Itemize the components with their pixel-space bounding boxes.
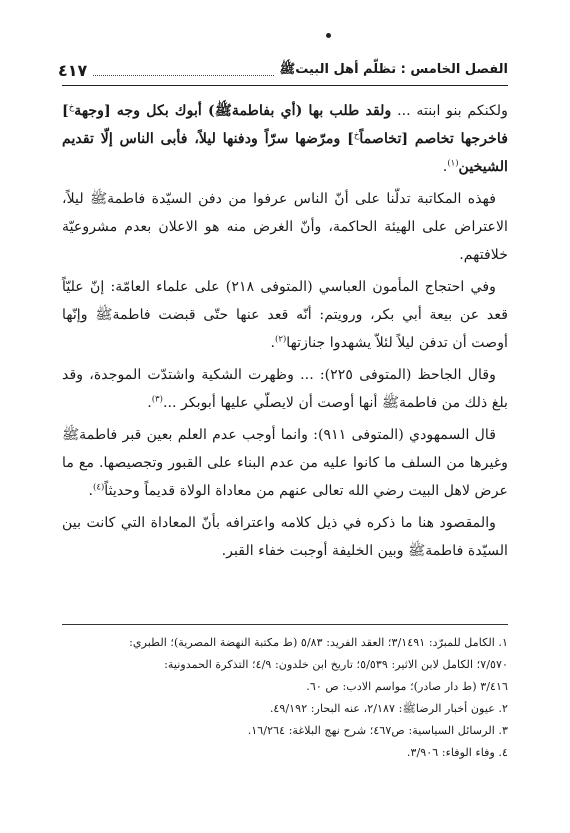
paragraph-4-text: وقال الجاحظ (المتوفى ٢٢٥): ... وظهرت الشكية واشتدّت الموجدة، وقد بلغ ذلك من فاطمةﷺ أنها أوصت أن لايصلّي عليها أبوبكر ... <box>62 367 508 411</box>
page-top-mark <box>326 33 331 38</box>
footnote-rule <box>62 624 508 625</box>
chapter-title: الفصل الخامس : تظلّم أهل البيتﷺ <box>279 62 508 77</box>
quote-bold-3: ] ومرّضها سرّاً ودفنها ليلاً، فأبى الناس إلّا تقديم الشيخين <box>62 131 508 175</box>
paragraph-2 <box>62 185 508 269</box>
paragraph-5-end: . <box>88 483 94 499</box>
running-header <box>58 58 508 80</box>
paragraph-quote <box>62 97 508 181</box>
paragraph-3-text: وفي احتجاج المأمون العباسي (المتوفى ٢١٨) على علماء العامّة: إنّ عليّاً قعد عن بيعة أبي بكر، ورويتم: أنّه قعد عنها حتّى قبضت فاطمةﷺ وإنّها أوصت أن تدفن ليلاً لئلاّ يشهدوا جنازتها <box>62 279 508 351</box>
quote-bold-1: ولقد طلب بها (أي بفاطمةﷺ) أبوك بكل وجه [وجهة <box>74 103 392 119</box>
body-text <box>62 97 508 569</box>
quote-lead: ولكنكم بنو ابنته ... <box>391 103 508 119</box>
paragraph-3 <box>62 273 508 357</box>
page-number: ٤١٧ <box>58 61 88 80</box>
footnote-ref-1[interactable]: (١) <box>447 158 459 169</box>
paragraph-5 <box>62 421 508 505</box>
footnotes <box>62 632 508 764</box>
paragraph-5-text: قال السمهودي (المتوفى ٩١١): وانما أوجب عدم العلم بعين قبر فاطمةﷺ وغيرها من السلف ما كانوا عليه من عدم البناء على القبور وتجصيصها. مع ما عرض لاهل البيت رضي الله تعالى عنهم من معاداة الولاة قديماً وحديثاً <box>62 427 508 499</box>
footnote-line: ٢. عيون أخبار الرضاﷺ: ٢/١٨٧، عنه البحار: ٤٩/١٩٢. <box>269 702 508 715</box>
footnote-ref-2[interactable]: (٢) <box>275 334 287 345</box>
paragraph-4-end: . <box>147 395 152 411</box>
header-leader-dots <box>93 75 273 76</box>
paragraph-6-text: والمقصود هنا ما ذكره في ذيل كلامه واعترافه بأنّ المعاداة التي كانت بين السيّدة فاطمةﷺ وبين الخليفة أوجبت خفاء القبر. <box>62 515 508 559</box>
footnote-line: ٧/٥٧٠؛ الكامل لابن الاثير: ٥/٥٣٩؛ تاريخ ابن خلدون: ٤/٩؛ التذكرة الحمدونية: <box>164 658 508 671</box>
variant-mark-1: خ <box>68 102 75 113</box>
footnote-line: ١. الكامل للمبرّد: ٣/١٤٩١؛ العقد الفريد: ٥/٨٣ (ط مكتبة النهضة المصرية)؛ الطبري: <box>129 636 508 649</box>
footnote-line: ٣. الرسائل السياسية: ص٤٦٧؛ شرح نهج البلاغة: ١٦/٢٦٤. <box>247 724 508 737</box>
quote-end: . <box>442 159 448 175</box>
variant-mark-2: خ <box>353 130 360 141</box>
paragraph-4 <box>62 361 508 417</box>
paragraph-6 <box>62 509 508 565</box>
header-rule <box>62 85 508 86</box>
paragraph-3-end: . <box>270 335 276 351</box>
footnote-line: ٣/٤١٦ (ط دار صادر)؛ مواسم الادب: ص ٦٠. <box>306 680 508 693</box>
footnote-ref-3[interactable]: (٣) <box>151 394 163 405</box>
paragraph-2-text: فهذه المكاتبة تدلّنا على أنّ الناس عرفوا من دفن السيّدة فاطمةﷺ ليلاً، الاعتراض على الهيئة الحاكمة، وأنّ الغرض منه هو الاعلان بعدم مشروعيّة خلافتهم. <box>62 191 508 263</box>
footnote-line: ٤. وفاء الوفاء: ٣/٩٠٦. <box>406 746 508 759</box>
quote-bold-2: ] فاخرجها تخاصم [تخاصماً <box>62 103 508 147</box>
footnote-ref-4[interactable]: (٤) <box>93 482 105 493</box>
